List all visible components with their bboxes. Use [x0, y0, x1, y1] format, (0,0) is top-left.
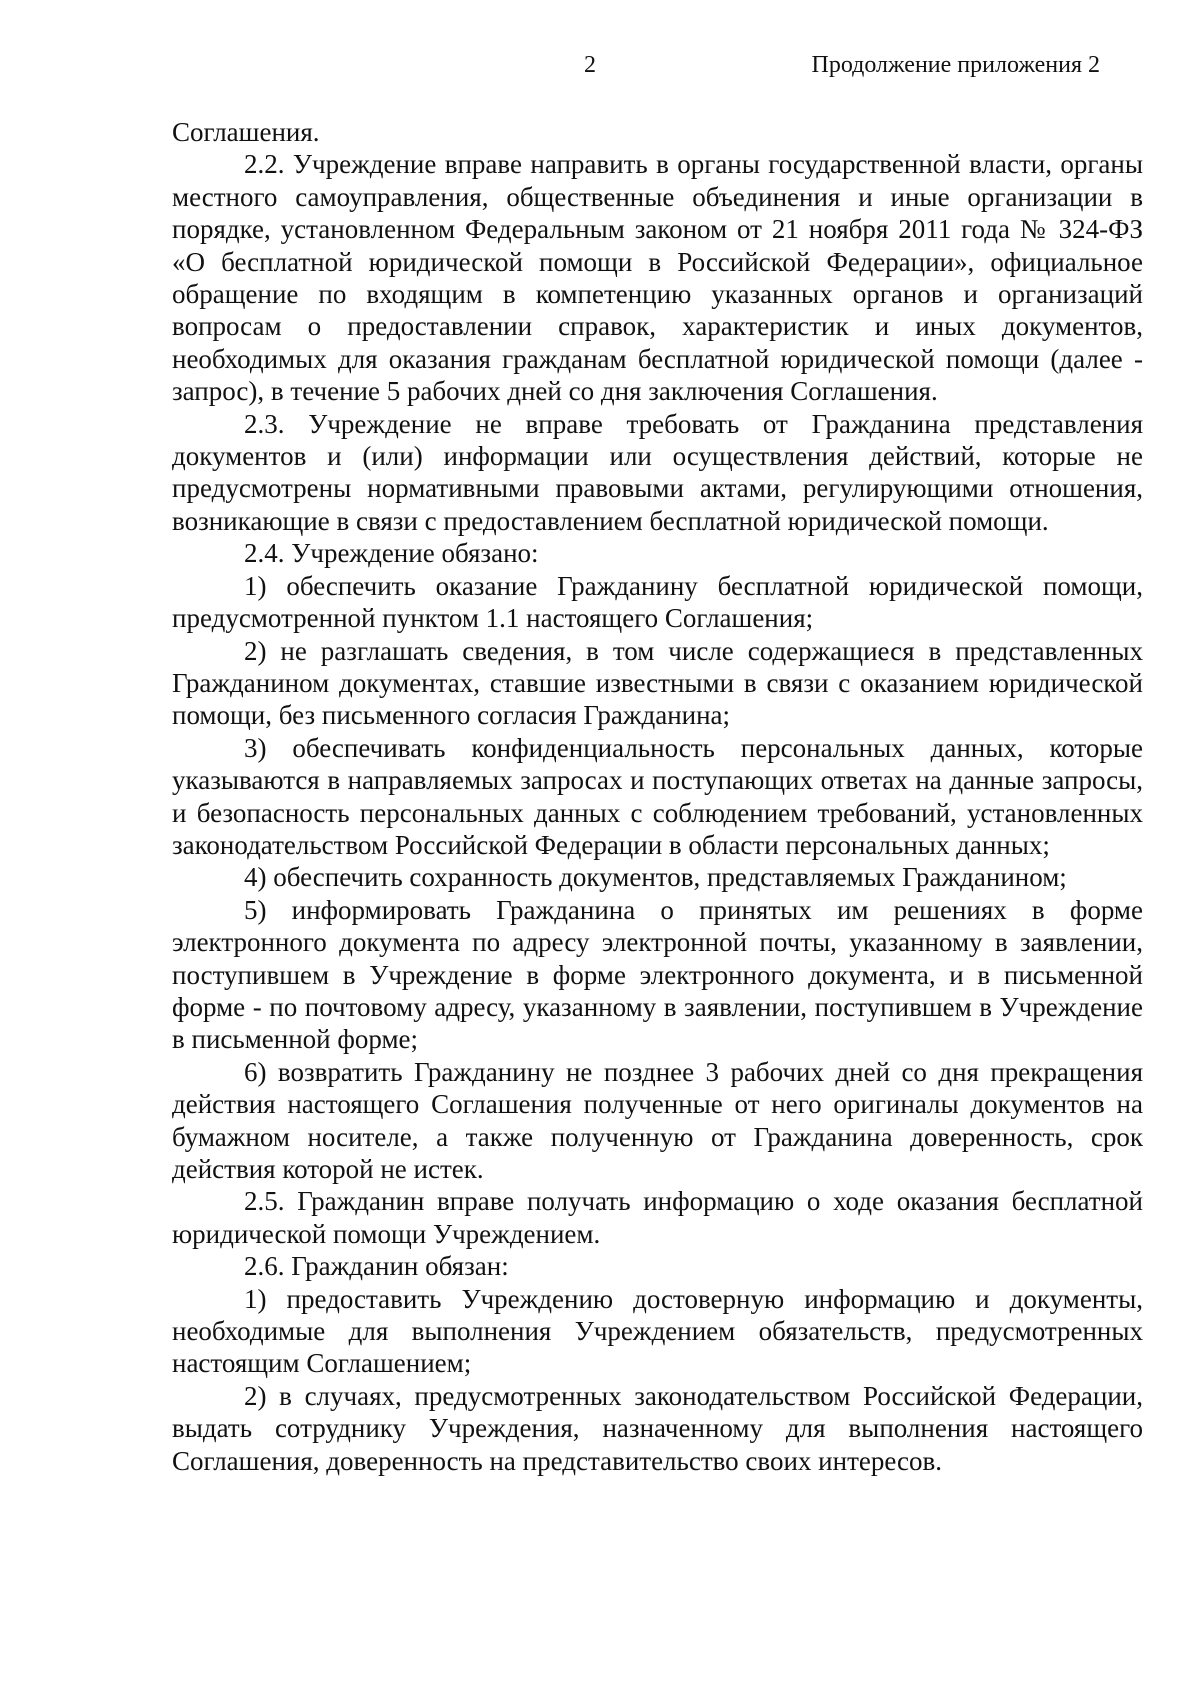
- paragraph-2-6-heading: 2.6. Гражданин обязан:: [244, 1251, 509, 1282]
- paragraph-2-6-item-1: 1) предоставить Учреждению достоверную информацию и документы, необходимые для выполнения Учреждением обязательств, предусмотренных настоящим Соглашением;: [172, 1283, 1143, 1379]
- paragraph-2-3: 2.3. Учреждение не вправе требовать от Гражданина представления документов и (или) информации или осуществления действий, которые не предусмотрены нормативными правовыми актами, регулирующими отношения, возникающие в связи с предоставлением бесплатной юридической помощи.: [172, 408, 1143, 536]
- document-body: [172, 116, 1143, 1477]
- paragraph-2-4-item-3: 3) обеспечивать конфиденциальность персональных данных, которые указываются в направляемых запросах и поступающих ответах на данные запросы, и безопасность персональных данных с соблюдением требований, установленных законодательством Российской Федерации в области персональных данных;: [172, 732, 1143, 860]
- paragraph-2-4-heading: 2.4. Учреждение обязано:: [244, 538, 539, 569]
- paragraph-2-2: 2.2. Учреждение вправе направить в органы государственной власти, органы местного самоуправления, общественные объединения и иные организации в порядке, установленном Федеральным законом от 21 ноября 2011 года № 324-ФЗ «О бесплатной юридической помощи в Российской Федерации», официальное обращение по входящим в компетенцию указанных органов и организаций вопросам о предоставлении справок, характеристик и иных документов, необходимых для оказания гражданам бесплатной юридической помощи (далее - запрос), в течение 5 рабочих дней со дня заключения Соглашения.: [172, 149, 1143, 407]
- page-number: 2: [584, 52, 596, 78]
- paragraph-2-4-item-6: 6) возвратить Гражданину не позднее 3 рабочих дней со дня прекращения действия настоящего Соглашения полученные от него оригиналы документов на бумажном носителе, а также полученную от Гражданина доверенность, срок действия которой не истек.: [172, 1056, 1143, 1184]
- paragraph-2-5: 2.5. Гражданин вправе получать информацию о ходе оказания бесплатной юридической помощи Учреждением.: [172, 1186, 1143, 1249]
- paragraph-2-4-item-4: 4) обеспечить сохранность документов, представляемых Гражданином;: [244, 862, 1067, 893]
- paragraph-2-6-item-2: 2) в случаях, предусмотренных законодательством Российской Федерации, выдать сотруднику Учреждения, назначенному для выполнения настоящего Соглашения, доверенность на представительство своих интересов.: [172, 1380, 1143, 1476]
- paragraph-continuation: Соглашения.: [172, 117, 320, 147]
- paragraph-2-4-item-2: 2) не разглашать сведения, в том числе содержащиеся в представленных Гражданином документах, ставшие известными в связи с оказанием юридической помощи, без письменного согласия Гражданина;: [172, 635, 1143, 731]
- continuation-label: Продолжение приложения 2: [811, 52, 1100, 78]
- paragraph-2-4-item-5: 5) информировать Гражданина о принятых им решениях в форме электронного документа по адресу электронной почты, указанному в заявлении, поступившем в Учреждение в форме электронного документа, и в письменной форме - по почтовому адресу, указанному в заявлении, поступившем в Учреждение в письменной форме;: [172, 894, 1143, 1055]
- paragraph-2-4-item-1: 1) обеспечить оказание Гражданину бесплатной юридической помощи, предусмотренной пунктом 1.1 настоящего Соглашения;: [172, 570, 1143, 634]
